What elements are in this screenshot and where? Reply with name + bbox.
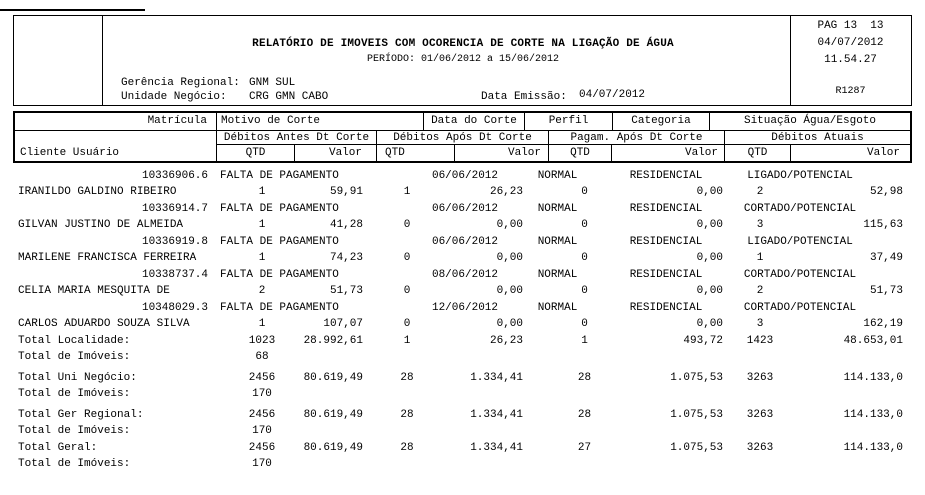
table-row: [0, 168, 925, 200]
page-info-box: [790, 16, 910, 105]
table-header-row-2: [15, 131, 910, 145]
qtd-antes: 1: [258, 318, 266, 330]
total-label: Total Localidade:: [18, 335, 131, 347]
total-valor-antes: 80.619,49: [303, 372, 363, 384]
valor-atuais: 37,49: [869, 252, 903, 264]
cliente-usuario: CARLOS ADUARDO SOUZA SILVA: [18, 318, 190, 330]
table-header-row-1: [15, 113, 910, 131]
situacao: CORTADO/POTENCIAL: [743, 269, 857, 281]
motivo-corte: FALTA DE PAGAMENTO: [220, 170, 339, 182]
total-line: [0, 440, 925, 456]
qtd-apos: 1: [403, 186, 411, 198]
valor-apos: 0,00: [496, 285, 523, 297]
categoria: RESIDENCIAL: [629, 269, 703, 281]
perfil: NORMAL: [537, 236, 578, 248]
col-valor-4: Valor: [866, 147, 900, 159]
record-values-line: [0, 250, 925, 266]
total-imoveis-value: 68: [255, 351, 269, 363]
total-imoveis-value: 170: [252, 388, 272, 400]
col-cliente-usuario: Cliente Usuário: [20, 147, 120, 159]
col-valor-2: Valor: [455, 145, 549, 161]
total-imoveis-label: Total de Imóveis:: [18, 351, 131, 363]
total-qtd-apos: 28: [400, 409, 414, 421]
cliente-usuario: GILVAN JUSTINO DE ALMEIDA: [18, 219, 184, 231]
valor-atuais: 115,63: [863, 219, 903, 231]
valor-antes: 74,23: [329, 252, 363, 264]
record-info-line: [0, 234, 925, 250]
total-imoveis-line: [0, 423, 925, 439]
total-qtd-antes: 2456: [248, 372, 276, 384]
data-corte: 08/06/2012: [431, 269, 498, 281]
table-row: [0, 300, 925, 332]
col-categoria: Categoria: [613, 113, 710, 130]
gerencia-regional-label: Gerência Regional:: [121, 77, 240, 89]
total-qtd-antes: 1023: [248, 335, 276, 347]
cliente-usuario: IRANILDO GALDINO RIBEIRO: [18, 186, 177, 198]
total-ger-regional-group: [0, 407, 925, 439]
record-info-line: [0, 201, 925, 217]
total-label: Total Uni Negócio:: [18, 372, 137, 384]
table-header: [13, 111, 912, 163]
valor-atuais: 162,19: [863, 318, 903, 330]
total-imoveis-label: Total de Imóveis:: [18, 458, 131, 470]
motivo-corte: FALTA DE PAGAMENTO: [220, 203, 339, 215]
matricula: 10336914.7: [141, 203, 208, 215]
perfil: NORMAL: [537, 302, 578, 314]
total-valor-apos: 1.334,41: [470, 372, 523, 384]
qtd-atuais: 3: [756, 219, 764, 231]
report-header: [13, 15, 912, 106]
total-label: Total Geral:: [18, 442, 98, 454]
col-valor-3: Valor: [612, 145, 725, 161]
table-row: [0, 201, 925, 233]
total-valor-antes: 28.992,61: [303, 335, 363, 347]
categoria: RESIDENCIAL: [629, 203, 703, 215]
data-corte: 06/06/2012: [431, 236, 498, 248]
perfil: NORMAL: [537, 170, 578, 182]
total-line: [0, 370, 925, 386]
total-line: [0, 407, 925, 423]
qtd-pagam: 0: [581, 186, 588, 198]
valor-apos: 0,00: [496, 219, 523, 231]
qtd-antes: 1: [258, 219, 266, 231]
valor-apos: 26,23: [489, 186, 523, 198]
situacao: CORTADO/POTENCIAL: [743, 302, 857, 314]
qtd-atuais: 1: [756, 252, 764, 264]
valor-antes: 107,07: [323, 318, 363, 330]
report-title: RELATÓRIO DE IMOVEIS COM OCORENCIA DE CORTE NA LIGAÇÃO DE ÁGUA: [252, 38, 674, 50]
matricula: 10336906.6: [141, 170, 208, 182]
total-label: Total Ger Regional:: [18, 409, 144, 421]
total-qtd-pagam: 1: [581, 335, 588, 347]
total-uni-negocio-group: [0, 370, 925, 402]
situacao: LIGADO/POTENCIAL: [747, 236, 853, 248]
total-qtd-apos: 1: [403, 335, 411, 347]
cliente-usuario: CELIA MARIA MESQUITA DE: [18, 285, 170, 297]
qtd-apos: 0: [403, 219, 411, 231]
record-values-line: [0, 316, 925, 332]
total-imoveis-value: 170: [252, 458, 272, 470]
col-perfil: Perfil: [525, 113, 613, 130]
qtd-antes: 2: [258, 285, 266, 297]
qtd-pagam: 0: [581, 318, 588, 330]
valor-pagam: 0,00: [696, 219, 723, 231]
data-corte: 12/06/2012: [431, 302, 498, 314]
unidade-negocio-label: Unidade Negócio:: [121, 91, 227, 103]
valor-pagam: 0,00: [696, 186, 723, 198]
total-valor-atuais: 114.133,0: [843, 409, 903, 421]
perfil: NORMAL: [537, 269, 578, 281]
total-valor-atuais: 114.133,0: [843, 372, 903, 384]
col-situacao-agua-esgoto: Situação Água/Esgoto: [743, 115, 877, 127]
total-qtd-atuais: 3263: [746, 372, 774, 384]
motivo-corte: FALTA DE PAGAMENTO: [220, 302, 339, 314]
table-row: [0, 234, 925, 266]
qtd-atuais: 2: [756, 285, 764, 297]
col-data-corte: Data do Corte: [424, 113, 525, 130]
total-valor-pagam: 1.075,53: [670, 372, 723, 384]
record-values-line: [0, 217, 925, 233]
qtd-pagam: 0: [581, 219, 588, 231]
matricula: 10338737.4: [141, 269, 208, 281]
total-valor-antes: 80.619,49: [303, 442, 363, 454]
valor-atuais: 52,98: [869, 186, 903, 198]
total-qtd-pagam: 28: [577, 409, 592, 421]
logo-cell: [14, 16, 103, 105]
gerencia-regional-value: GNM SUL: [249, 77, 296, 89]
total-line: [0, 333, 925, 349]
col-qtd-1: QTD: [217, 145, 295, 161]
qtd-pagam: 0: [581, 252, 588, 264]
record-info-line: [0, 267, 925, 283]
data-emissao-value: 04/07/2012: [579, 89, 646, 101]
page-edge-mark: [0, 9, 145, 11]
qtd-atuais: 2: [756, 186, 764, 198]
total-valor-atuais: 114.133,0: [843, 442, 903, 454]
perfil: NORMAL: [537, 203, 578, 215]
categoria: RESIDENCIAL: [629, 170, 703, 182]
total-qtd-antes: 2456: [248, 442, 276, 454]
categoria: RESIDENCIAL: [629, 236, 703, 248]
qtd-antes: 1: [258, 252, 266, 264]
data-emissao-label: Data Emissão:: [481, 91, 567, 103]
valor-antes: 51,73: [329, 285, 363, 297]
total-qtd-antes: 2456: [248, 409, 276, 421]
total-valor-pagam: 1.075,53: [670, 442, 723, 454]
total-valor-pagam: 1.075,53: [670, 409, 723, 421]
unidade-negocio-value: CRG GMN CABO: [249, 91, 329, 103]
col-debitos-atuais: Débitos Atuais: [725, 131, 910, 145]
col-qtd-4: QTD: [725, 145, 791, 161]
total-geral-group: [0, 440, 925, 472]
print-date: 04/07/2012: [817, 37, 884, 49]
table-header-row-3: [15, 145, 910, 161]
record-info-line: [0, 300, 925, 316]
col-qtd-3: QTD: [549, 145, 612, 161]
matricula: 10348029.3: [141, 302, 208, 314]
valor-atuais: 51,73: [869, 285, 903, 297]
total-qtd-atuais: 1423: [746, 335, 774, 347]
motivo-corte: FALTA DE PAGAMENTO: [220, 236, 339, 248]
col-qtd-2: QTD: [377, 145, 455, 161]
categoria: RESIDENCIAL: [629, 302, 703, 314]
total-valor-apos: 1.334,41: [470, 409, 523, 421]
cliente-usuario: MARILENE FRANCISCA FERREIRA: [18, 252, 197, 264]
print-time: 11.54.27: [824, 54, 877, 66]
valor-apos: 0,00: [496, 318, 523, 330]
valor-pagam: 0,00: [696, 318, 723, 330]
total-valor-antes: 80.619,49: [303, 409, 363, 421]
report-code: R1287: [835, 86, 866, 97]
data-corte: 06/06/2012: [431, 203, 498, 215]
qtd-apos: 0: [403, 252, 411, 264]
situacao: CORTADO/POTENCIAL: [743, 203, 857, 215]
col-matricula: Matrícula: [15, 113, 217, 130]
matricula: 10336919.8: [141, 236, 208, 248]
qtd-pagam: 0: [581, 285, 588, 297]
total-localidade-group: [0, 333, 925, 365]
record-info-line: [0, 168, 925, 184]
valor-apos: 0,00: [496, 252, 523, 264]
total-imoveis-line: [0, 349, 925, 365]
report-period: PERÍODO: 01/06/2012 a 15/06/2012: [366, 54, 560, 65]
valor-pagam: 0,00: [696, 252, 723, 264]
total-imoveis-value: 170: [252, 425, 272, 437]
total-imoveis-label: Total de Imóveis:: [18, 425, 131, 437]
data-corte: 06/06/2012: [431, 170, 498, 182]
record-values-line: [0, 283, 925, 299]
total-qtd-atuais: 3263: [746, 409, 774, 421]
total-qtd-atuais: 3263: [746, 442, 774, 454]
col-debitos-apos: Débitos Após Dt Corte: [377, 131, 549, 145]
motivo-corte: FALTA DE PAGAMENTO: [220, 269, 339, 281]
total-imoveis-label: Total de Imóveis:: [18, 388, 131, 400]
situacao: LIGADO/POTENCIAL: [747, 170, 853, 182]
total-qtd-pagam: 28: [577, 372, 592, 384]
total-qtd-apos: 28: [400, 442, 414, 454]
total-valor-apos: 26,23: [489, 335, 523, 347]
total-valor-pagam: 493,72: [683, 335, 723, 347]
total-imoveis-line: [0, 456, 925, 472]
total-qtd-apos: 28: [400, 372, 414, 384]
col-pagam-apos: Pagam. Após Dt Corte: [549, 131, 725, 145]
record-values-line: [0, 184, 925, 200]
page-number: PAG 13 13: [817, 20, 884, 32]
qtd-apos: 0: [403, 285, 411, 297]
valor-antes: 41,28: [329, 219, 363, 231]
qtd-atuais: 3: [756, 318, 764, 330]
valor-pagam: 0,00: [696, 285, 723, 297]
table-body: [0, 163, 925, 472]
col-motivo-corte: Motivo de Corte: [217, 113, 424, 130]
total-valor-atuais: 48.653,01: [843, 335, 903, 347]
qtd-apos: 0: [403, 318, 411, 330]
total-valor-apos: 1.334,41: [470, 442, 523, 454]
qtd-antes: 1: [258, 186, 266, 198]
col-debitos-antes: Débitos Antes Dt Corte: [217, 131, 377, 145]
table-row: [0, 267, 925, 299]
col-valor-1: Valor: [295, 145, 377, 161]
total-qtd-pagam: 27: [577, 442, 592, 454]
valor-antes: 59,91: [329, 186, 363, 198]
total-imoveis-line: [0, 386, 925, 402]
